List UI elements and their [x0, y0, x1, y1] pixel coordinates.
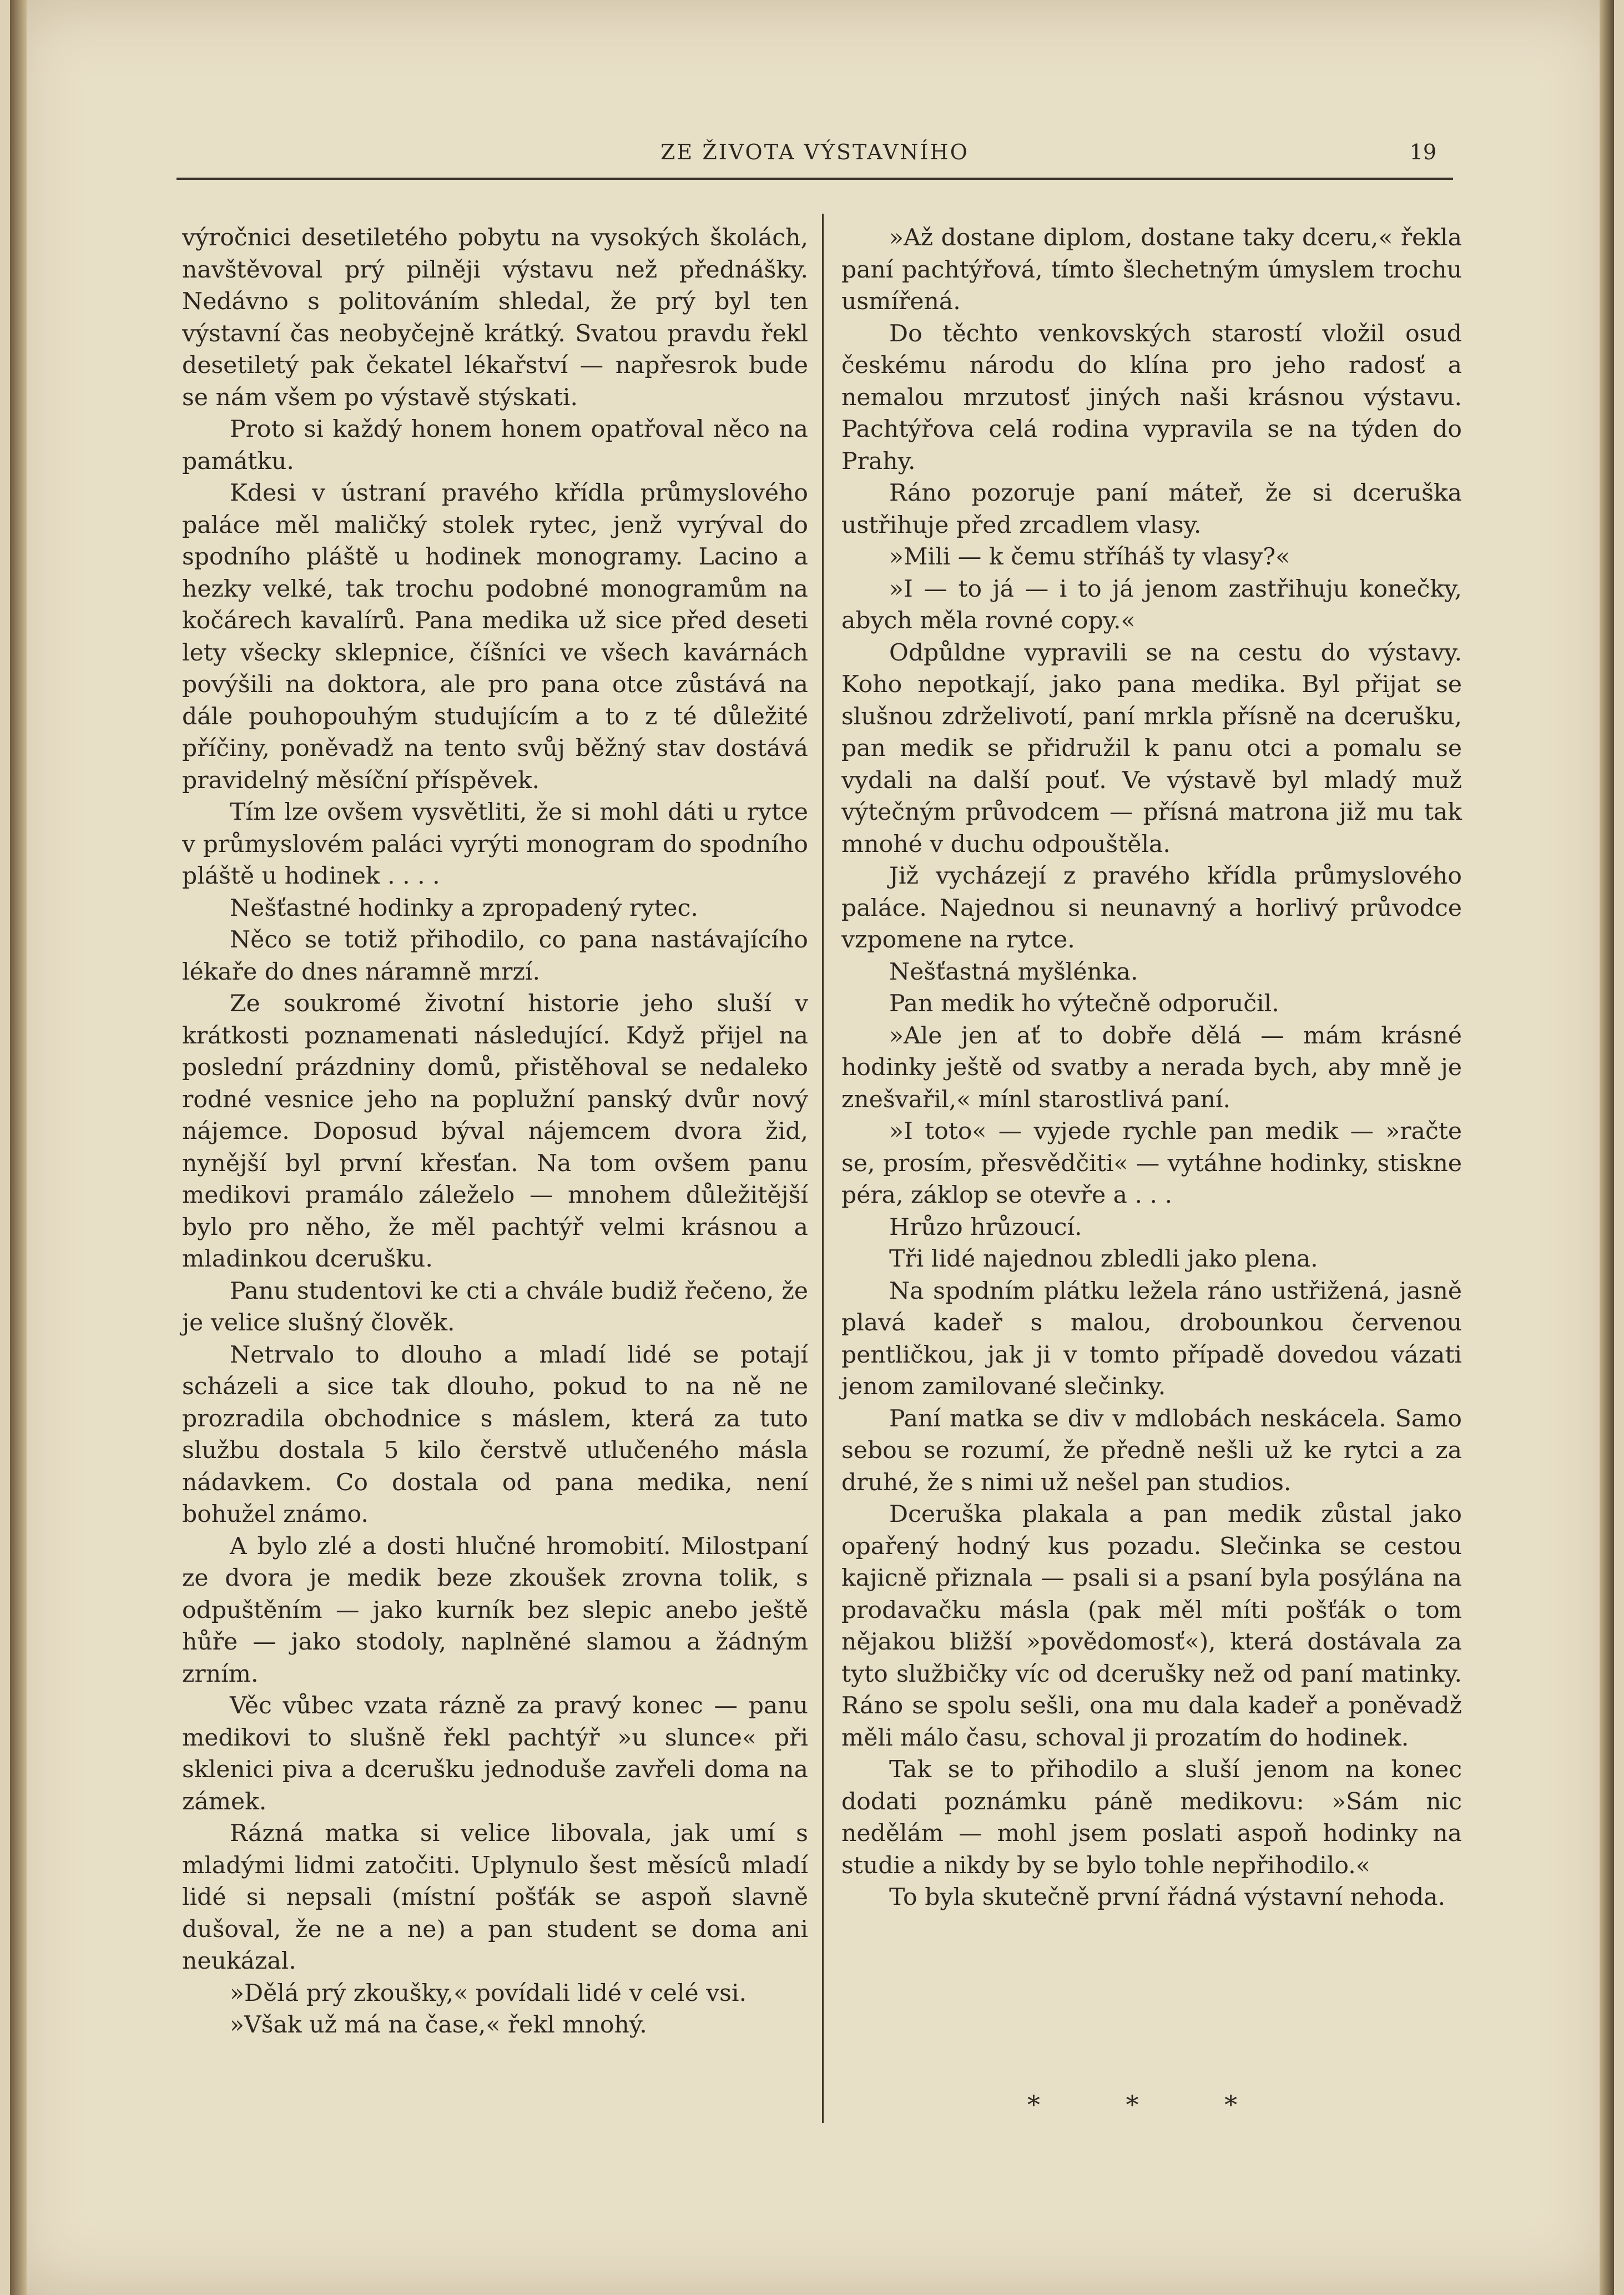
paragraph: »Mili — k čemu stříháš ty vlasy?«: [889, 543, 1290, 571]
paragraph: »Ale jen ať to dobře dělá — mám krásné hodinky ještě od svatby a nerada bych, aby mně je znešvařil,« mínl starostlivá paní.: [841, 1022, 1462, 1113]
paragraph: »I — to já — i to já jenom zastřihuju konečky, abych měla rovné copy.«: [841, 575, 1462, 634]
paragraph: Tři lidé najednou zbledli jako plena.: [889, 1245, 1318, 1273]
paragraph: Dceruška plakala a pan medik zůstal jako opařený hodný kus pozadu. Slečinka se cestou kajicně přiznala — psali si a psaní byla posýlána na prodavačku másla (pak měl míti pošťák o tom nějakou bližší »povědomosť«), která dostávala za tyto službičky víc od dcerušky než od paní matinky. Ráno se spolu sešli, ona mu dala kadeř a poněvadž měli málo času, schoval ji prozatím do hodinek.: [841, 1501, 1462, 1752]
paragraph: Nešťastná myšlénka.: [889, 958, 1138, 986]
paragraph: Rázná matka si velice libovala, jak umí s mladými lidmi zatočiti. Uplynulo šest měsíců mladí lidé si nepsali (místní pošťák se aspoň slavně dušoval, že ne a ne) a pan student se doma ani neukázal.: [182, 1820, 808, 1975]
paragraph: Panu studentovi ke cti a chvále budiž řečeno, že je velice slušný člověk.: [182, 1277, 808, 1336]
page-header: [176, 133, 1453, 180]
paragraph: To byla skutečně první řádná výstavní nehoda.: [889, 1884, 1446, 1911]
left-column: [182, 222, 808, 2041]
paragraph: Odpůldne vypravili se na cestu do výstavy. Koho nepotkají, jako pana medika. Byl přijat se slušnou zdrželivotí, paní mrkla přísně na dcerušku, pan medik se přidružil k panu otci a pomalu se vydali na další pouť. Ve výstavě byl mladý muž výtečným průvodcem — přísná matrona již mu tak mnohé v duchu odpouštěla.: [841, 639, 1462, 858]
paragraph: Již vycházejí z pravého křídla průmyslového paláce. Najednou si neunavný a horlivý průvodce vzpomene na rytce.: [841, 862, 1462, 954]
paragraph: A bylo zlé a dosti hlučné hromobití. Milostpaní ze dvora je medik beze zkoušek zrovna tolik, s odpuštěním — jako kurník bez slepic anebo ještě hůře — jako stodoly, naplněné slamou a žádným zrním.: [182, 1532, 808, 1688]
paragraph: výročnici desetiletého pobytu na vysokých školách, navštěvoval prý pilněji výstavu než přednášky. Nedávno s politováním shledal, že prý byl ten výstavní čas neobyčejně krátký. Svatou pravdu řekl desetiletý pak čekatel lékařství — napřesrok bude se nám všem po výstavě stýskati.: [182, 224, 808, 411]
paragraph: Paní matka se div v mdlobách neskácela. Samo sebou se rozumí, že předně nešli už ke rytci a za druhé, že s nimi už nešel pan studios.: [841, 1405, 1462, 1496]
paragraph: Netrvalo to dlouho a mladí lidé se potají scházeli a sice tak dlouho, pokud to na ně ne prozradila obchodnice s máslem, která za tuto službu dostala 5 kilo čerstvě utlučeného másla nádavkem. Co dostala od pana medika, není bohužel známo.: [182, 1341, 808, 1528]
paragraph: Tak se to přihodilo a sluší jenom na konec dodati poznámku páně medikovu: »Sám nic nedělám — mohl jsem poslati aspoň hodinky na studie a nikdy by se bylo tohle nepřihodilo.«: [841, 1756, 1462, 1879]
column-divider: [822, 214, 824, 2123]
page-number: 19: [1409, 140, 1436, 164]
section-ornament: * * *: [1027, 2090, 1277, 2120]
right-column: [841, 222, 1462, 1914]
paragraph: Pan medik ho výtečně odporučil.: [889, 990, 1279, 1017]
paragraph: »Však už má na čase,« řekl mnohý.: [230, 2011, 647, 2039]
page: [10, 0, 1614, 2295]
left-page-edge: [10, 0, 27, 2295]
paragraph: Hrůzo hrůzoucí.: [889, 1213, 1082, 1241]
paragraph: Na spodním plátku ležela ráno ustřižená, jasně plavá kadeř s malou, drobounkou červenou pentličkou, jak ji v tomto případě dovedou vázati jenom zamilované slečinky.: [841, 1277, 1462, 1400]
paragraph: »Dělá prý zkoušky,« povídali lidé v celé vsi.: [230, 1979, 747, 2007]
paragraph: Ráno pozoruje paní máteř, že si dceruška ustřihuje před zrcadlem vlasy.: [841, 480, 1462, 539]
paragraph: Tím lze ovšem vysvětliti, že si mohl dáti u rytce v průmyslovém paláci vyrýti monogram do spodního pláště u hodinek . . . .: [182, 799, 808, 890]
paragraph: Nešťastné hodinky a zpropadený rytec.: [230, 894, 698, 922]
running-title: ZE ŽIVOTA VÝSTAVNÍHO: [660, 140, 969, 164]
paragraph: »I toto« — vyjede rychle pan medik — »račte se, prosím, přesvědčiti« — vytáhne hodinky, stiskne péra, záklop se otevře a . . .: [841, 1118, 1462, 1209]
paragraph: Kdesi v ústraní pravého křídla průmyslového paláce měl maličký stolek rytec, jenž vyrýval do spodního pláště u hodinek monogramy. Lacino a hezky velké, tak trochu podobné monogramům na kočárech kavalírů. Pana medika už sice před deseti lety všecky sklepnice, číšníci ve všech kavárnách povýšili na doktora, ale pro pana otce zůstává na dále pouhopouhým studujícím a to z té důležité příčiny, poněvadž na tento svůj běžný stav dostává pravidelný měsíční příspěvek.: [182, 480, 808, 794]
paragraph: Proto si každý honem honem opatřoval něco na památku.: [182, 416, 808, 475]
paragraph: »Až dostane diplom, dostane taky dceru,« řekla paní pachtýřová, tímto šlechetným úmyslem trochu usmířená.: [841, 224, 1462, 315]
paragraph: Ze soukromé životní historie jeho sluší v krátkosti poznamenati následující. Když přijel na poslední prázdniny domů, přistěhoval se nedaleko rodné vesnice jeho na poplužní panský dvůr nový nájemce. Doposud býval nájemcem dvora žid, nynější byl první křesťan. Na tom ovšem panu medikovi pramálo záleželo — mnohem důležitější bylo pro něho, že měl pachtýř velmi krásnou a mladinkou dcerušku.: [182, 990, 808, 1273]
right-page-edge: [1600, 0, 1614, 2295]
paragraph: Věc vůbec vzata rázně za pravý konec — panu medikovi to slušně řekl pachtýř »u slunce« při sklenici piva a dcerušku jednoduše zavřeli doma na zámek.: [182, 1692, 808, 1815]
paragraph: Něco se totiž přihodilo, co pana nastávajícího lékaře do dnes náramně mrzí.: [182, 926, 808, 986]
paragraph: Do těchto venkovských starostí vložil osud českému národu do klína pro jeho radosť a nemalou mrzutosť jiných naši krásnou výstavu. Pachtýřova celá rodina vypravila se na týden do Prahy.: [841, 320, 1462, 475]
